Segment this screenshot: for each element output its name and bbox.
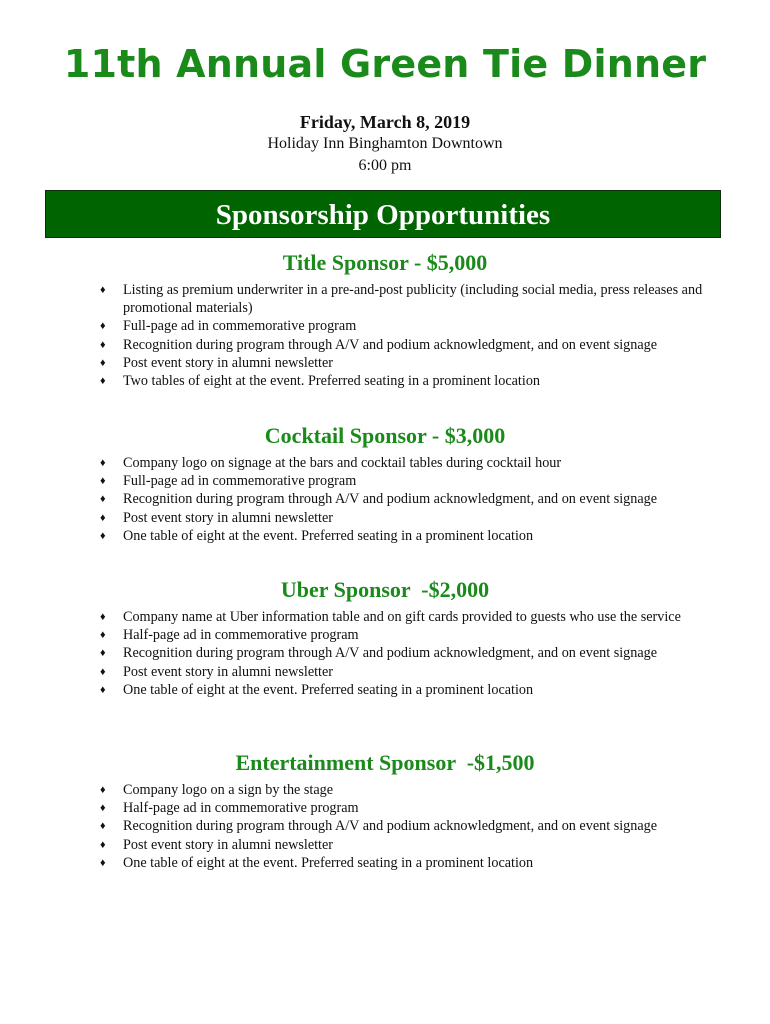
benefit-text: Half-page ad in commemorative program xyxy=(123,800,359,817)
diamond-bullet-icon: ♦ xyxy=(100,802,106,815)
benefit-item xyxy=(100,336,720,354)
benefit-text: Recognition during program through A/V and podium acknowledgment, and on event signage xyxy=(123,336,658,353)
benefit-text: Post event story in alumni newsletter xyxy=(123,836,334,853)
tier-heading: Title Sponsor - $5,000 xyxy=(282,250,488,275)
event-time: 6:00 pm xyxy=(358,157,412,174)
benefit-text: Recognition during program through A/V and podium acknowledgment, and on event signage xyxy=(123,818,658,835)
benefit-item xyxy=(100,799,720,817)
benefit-text: Post event story in alumni newsletter xyxy=(123,663,334,680)
benefit-list xyxy=(0,781,720,872)
diamond-bullet-icon: ♦ xyxy=(100,511,106,524)
benefit-item xyxy=(100,626,720,644)
benefit-text: Half-page ad in commemorative program xyxy=(123,627,359,644)
diamond-bullet-icon: ♦ xyxy=(100,856,106,869)
diamond-bullet-icon: ♦ xyxy=(100,683,106,696)
benefit-item xyxy=(100,454,720,472)
event-info xyxy=(0,111,770,177)
diamond-bullet-icon: ♦ xyxy=(100,629,106,642)
diamond-bullet-icon: ♦ xyxy=(100,820,106,833)
benefit-text: Company logo on a sign by the stage xyxy=(123,782,334,798)
benefit-text: Recognition during program through A/V and podium acknowledgment, and on event signage xyxy=(123,491,658,508)
section-banner xyxy=(45,190,721,238)
diamond-bullet-icon: ♦ xyxy=(100,284,106,296)
tier-heading: Entertainment Sponsor -$1,500 xyxy=(235,750,535,775)
tier-heading: Uber Sponsor -$2,000 xyxy=(280,577,490,602)
diamond-bullet-icon: ♦ xyxy=(100,665,106,678)
benefit-item xyxy=(100,836,720,854)
benefit-text: One table of eight at the event. Preferred seating in a prominent location xyxy=(123,854,534,871)
benefit-item xyxy=(100,781,720,799)
benefit-list xyxy=(0,454,720,545)
benefit-item xyxy=(100,509,720,527)
diamond-bullet-icon: ♦ xyxy=(100,338,106,351)
benefit-text: Full-page ad in commemorative program xyxy=(123,318,357,335)
diamond-bullet-icon: ♦ xyxy=(100,475,106,488)
benefit-list xyxy=(0,281,720,390)
benefit-item xyxy=(100,372,720,390)
benefit-item xyxy=(100,472,720,490)
benefit-text: Two tables of eight at the event. Preferred seating in a prominent location xyxy=(123,373,541,390)
benefit-item xyxy=(100,663,720,681)
tier-cocktail-sponsor xyxy=(0,422,770,545)
benefit-text: Company name at Uber information table and on gift cards provided to guests who use the service xyxy=(123,609,681,625)
diamond-bullet-icon: ♦ xyxy=(100,320,106,333)
diamond-bullet-icon: ♦ xyxy=(100,457,106,469)
diamond-bullet-icon: ♦ xyxy=(100,375,106,388)
benefit-item xyxy=(100,681,720,699)
benefit-item xyxy=(100,608,720,626)
benefit-item xyxy=(100,354,720,372)
benefit-text: Listing as premium underwriter in a pre-and-post publicity (including social media, press releases and promotional materials) xyxy=(123,282,703,317)
diamond-bullet-icon: ♦ xyxy=(100,529,106,542)
diamond-bullet-icon: ♦ xyxy=(100,493,106,506)
benefit-list xyxy=(0,608,720,699)
benefit-text: Company logo on signage at the bars and cocktail tables during cocktail hour xyxy=(123,455,562,471)
event-venue: Holiday Inn Binghamton Downtown xyxy=(267,135,503,152)
benefit-item xyxy=(100,817,720,835)
tier-entertainment-sponsor xyxy=(0,749,770,872)
diamond-bullet-icon: ♦ xyxy=(100,356,106,369)
benefit-text: One table of eight at the event. Preferred seating in a prominent location xyxy=(123,527,534,544)
tier-title-sponsor xyxy=(0,249,770,390)
benefit-text: Post event story in alumni newsletter xyxy=(123,354,334,371)
benefit-item xyxy=(100,527,720,545)
benefit-item xyxy=(100,281,720,317)
event-date: Friday, March 8, 2019 xyxy=(299,112,471,132)
tier-uber-sponsor xyxy=(0,576,770,699)
benefit-text: Post event story in alumni newsletter xyxy=(123,509,334,526)
page-title: 11th Annual Green Tie Dinner xyxy=(63,42,707,86)
diamond-bullet-icon: ♦ xyxy=(100,838,106,851)
benefit-text: Full-page ad in commemorative program xyxy=(123,473,357,490)
benefit-item xyxy=(100,854,720,872)
benefit-text: Recognition during program through A/V and podium acknowledgment, and on event signage xyxy=(123,645,658,662)
benefit-item xyxy=(100,317,720,335)
tier-heading: Cocktail Sponsor - $3,000 xyxy=(264,423,506,448)
diamond-bullet-icon: ♦ xyxy=(100,784,106,796)
diamond-bullet-icon: ♦ xyxy=(100,611,106,623)
benefit-item xyxy=(100,644,720,662)
benefit-text: One table of eight at the event. Preferred seating in a prominent location xyxy=(123,681,534,698)
banner-title: Sponsorship Opportunities xyxy=(215,199,551,231)
benefit-item xyxy=(100,490,720,508)
diamond-bullet-icon: ♦ xyxy=(100,647,106,660)
